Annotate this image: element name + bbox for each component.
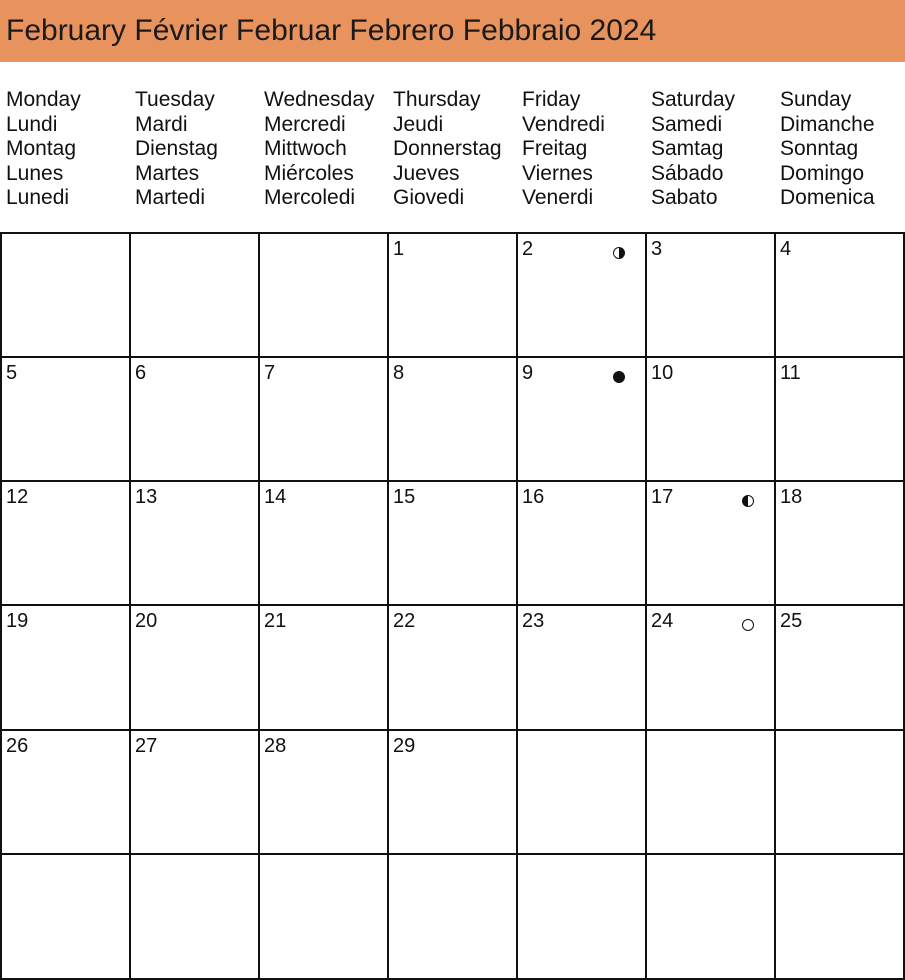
weekday-name: Martedi bbox=[135, 186, 206, 209]
day-cell bbox=[776, 358, 905, 482]
calendar-grid bbox=[0, 232, 905, 980]
day-number: 23 bbox=[522, 610, 545, 632]
day-number: 20 bbox=[135, 610, 158, 632]
day-cell bbox=[518, 482, 647, 606]
weekday-name: Samedi bbox=[651, 112, 723, 136]
full-moon-icon bbox=[613, 371, 625, 383]
weekday-name: Wednesday bbox=[264, 88, 375, 111]
last-quarter-moon-icon bbox=[742, 495, 754, 507]
day-number: 4 bbox=[780, 238, 792, 260]
weekday-name: Dimanche bbox=[780, 112, 875, 136]
empty-day-cell bbox=[131, 234, 260, 358]
empty-day-cell bbox=[260, 855, 389, 980]
day-number: 24 bbox=[651, 610, 674, 632]
day-number: 21 bbox=[264, 610, 287, 632]
day-number: 15 bbox=[393, 486, 416, 508]
day-number: 9 bbox=[522, 362, 534, 384]
weekday-name: Samtag bbox=[651, 137, 724, 160]
day-number: 29 bbox=[393, 735, 416, 757]
weekday-name: Vendredi bbox=[522, 112, 605, 136]
weekday-name: Venerdi bbox=[522, 186, 594, 209]
day-cell bbox=[776, 482, 905, 606]
day-number: 26 bbox=[6, 735, 29, 757]
weekday-name: Sabato bbox=[651, 186, 718, 209]
day-number: 19 bbox=[6, 610, 29, 632]
day-number: 1 bbox=[393, 238, 405, 260]
weekday-column bbox=[6, 88, 135, 211]
empty-day-cell bbox=[260, 234, 389, 358]
day-cell bbox=[518, 358, 647, 482]
weekday-name: Dienstag bbox=[135, 137, 218, 160]
empty-day-cell bbox=[2, 855, 131, 980]
day-number: 17 bbox=[651, 486, 674, 508]
weekday-name: Sábado bbox=[651, 161, 724, 185]
day-cell bbox=[518, 234, 647, 358]
day-number: 18 bbox=[780, 486, 803, 508]
day-cell bbox=[776, 606, 905, 731]
day-cell bbox=[389, 731, 518, 855]
empty-day-cell bbox=[389, 855, 518, 980]
weekday-column bbox=[264, 88, 393, 211]
day-number: 16 bbox=[522, 486, 545, 508]
weekday-name: Donnerstag bbox=[393, 137, 502, 160]
empty-day-cell bbox=[647, 855, 776, 980]
day-number: 13 bbox=[135, 486, 158, 508]
empty-day-cell bbox=[518, 855, 647, 980]
day-number: 27 bbox=[135, 735, 158, 757]
weekday-column bbox=[393, 88, 522, 211]
day-cell bbox=[260, 358, 389, 482]
weekday-name: Giovedi bbox=[393, 186, 465, 209]
weekday-name: Saturday bbox=[651, 88, 736, 111]
day-cell bbox=[389, 482, 518, 606]
day-number: 22 bbox=[393, 610, 416, 632]
day-number: 5 bbox=[6, 362, 18, 384]
weekday-name: Thursday bbox=[393, 88, 481, 111]
day-cell bbox=[776, 234, 905, 358]
weekday-name: Domenica bbox=[780, 186, 875, 209]
weekday-name: Friday bbox=[522, 88, 581, 111]
weekday-name: Sonntag bbox=[780, 137, 859, 160]
weekday-name: Mittwoch bbox=[264, 137, 347, 160]
day-number: 8 bbox=[393, 362, 405, 384]
day-number: 28 bbox=[264, 735, 287, 757]
day-number: 11 bbox=[780, 362, 801, 384]
empty-day-cell bbox=[647, 731, 776, 855]
weekday-name: Miércoles bbox=[264, 161, 354, 185]
empty-day-cell bbox=[2, 234, 131, 358]
day-number: 25 bbox=[780, 610, 803, 632]
day-cell bbox=[2, 482, 131, 606]
day-cell bbox=[131, 482, 260, 606]
day-cell bbox=[260, 482, 389, 606]
empty-day-cell bbox=[776, 731, 905, 855]
weekday-name: Lundi bbox=[6, 112, 58, 136]
empty-day-cell bbox=[518, 731, 647, 855]
day-number: 2 bbox=[522, 238, 534, 260]
weekday-name: Viernes bbox=[522, 161, 593, 185]
weekday-name: Freitag bbox=[522, 137, 588, 160]
day-cell bbox=[518, 606, 647, 731]
weekday-name: Martes bbox=[135, 161, 200, 185]
day-cell bbox=[647, 606, 776, 731]
day-cell bbox=[389, 358, 518, 482]
day-cell bbox=[647, 234, 776, 358]
weekday-name: Montag bbox=[6, 137, 77, 160]
day-number: 14 bbox=[264, 486, 287, 508]
day-cell bbox=[260, 606, 389, 731]
weekday-column bbox=[780, 88, 905, 211]
weekday-name: Domingo bbox=[780, 161, 865, 185]
calendar-title: February Février Februar Febrero Febbraio 2024 bbox=[6, 14, 657, 47]
day-number: 7 bbox=[264, 362, 276, 384]
empty-day-cell bbox=[776, 855, 905, 980]
empty-day-cell bbox=[131, 855, 260, 980]
day-cell bbox=[389, 606, 518, 731]
day-cell bbox=[260, 731, 389, 855]
weekday-name: Sunday bbox=[780, 88, 852, 111]
weekday-name: Lunes bbox=[6, 161, 64, 185]
day-cell bbox=[389, 234, 518, 358]
title-banner bbox=[0, 0, 905, 62]
weekday-name: Tuesday bbox=[135, 88, 215, 111]
weekday-name: Monday bbox=[6, 88, 81, 111]
day-number: 10 bbox=[651, 362, 674, 384]
new-moon-icon bbox=[742, 619, 754, 631]
day-cell bbox=[131, 731, 260, 855]
day-number: 12 bbox=[6, 486, 29, 508]
weekday-name: Mercoledi bbox=[264, 186, 356, 209]
weekday-header bbox=[0, 88, 905, 218]
weekday-name: Jueves bbox=[393, 161, 460, 185]
weekday-column bbox=[135, 88, 264, 211]
day-number: 3 bbox=[651, 238, 663, 260]
weekday-column bbox=[651, 88, 780, 211]
weekday-name: Mercredi bbox=[264, 112, 346, 136]
weekday-name: Jeudi bbox=[393, 112, 444, 136]
first-quarter-moon-icon bbox=[613, 247, 625, 259]
day-cell bbox=[2, 358, 131, 482]
day-cell bbox=[647, 482, 776, 606]
day-cell bbox=[131, 358, 260, 482]
weekday-name: Mardi bbox=[135, 112, 188, 136]
day-cell bbox=[2, 731, 131, 855]
weekday-name: Lunedi bbox=[6, 186, 70, 209]
day-cell bbox=[2, 606, 131, 731]
weekday-column bbox=[522, 88, 651, 211]
day-cell bbox=[131, 606, 260, 731]
day-number: 6 bbox=[135, 362, 147, 384]
day-cell bbox=[647, 358, 776, 482]
